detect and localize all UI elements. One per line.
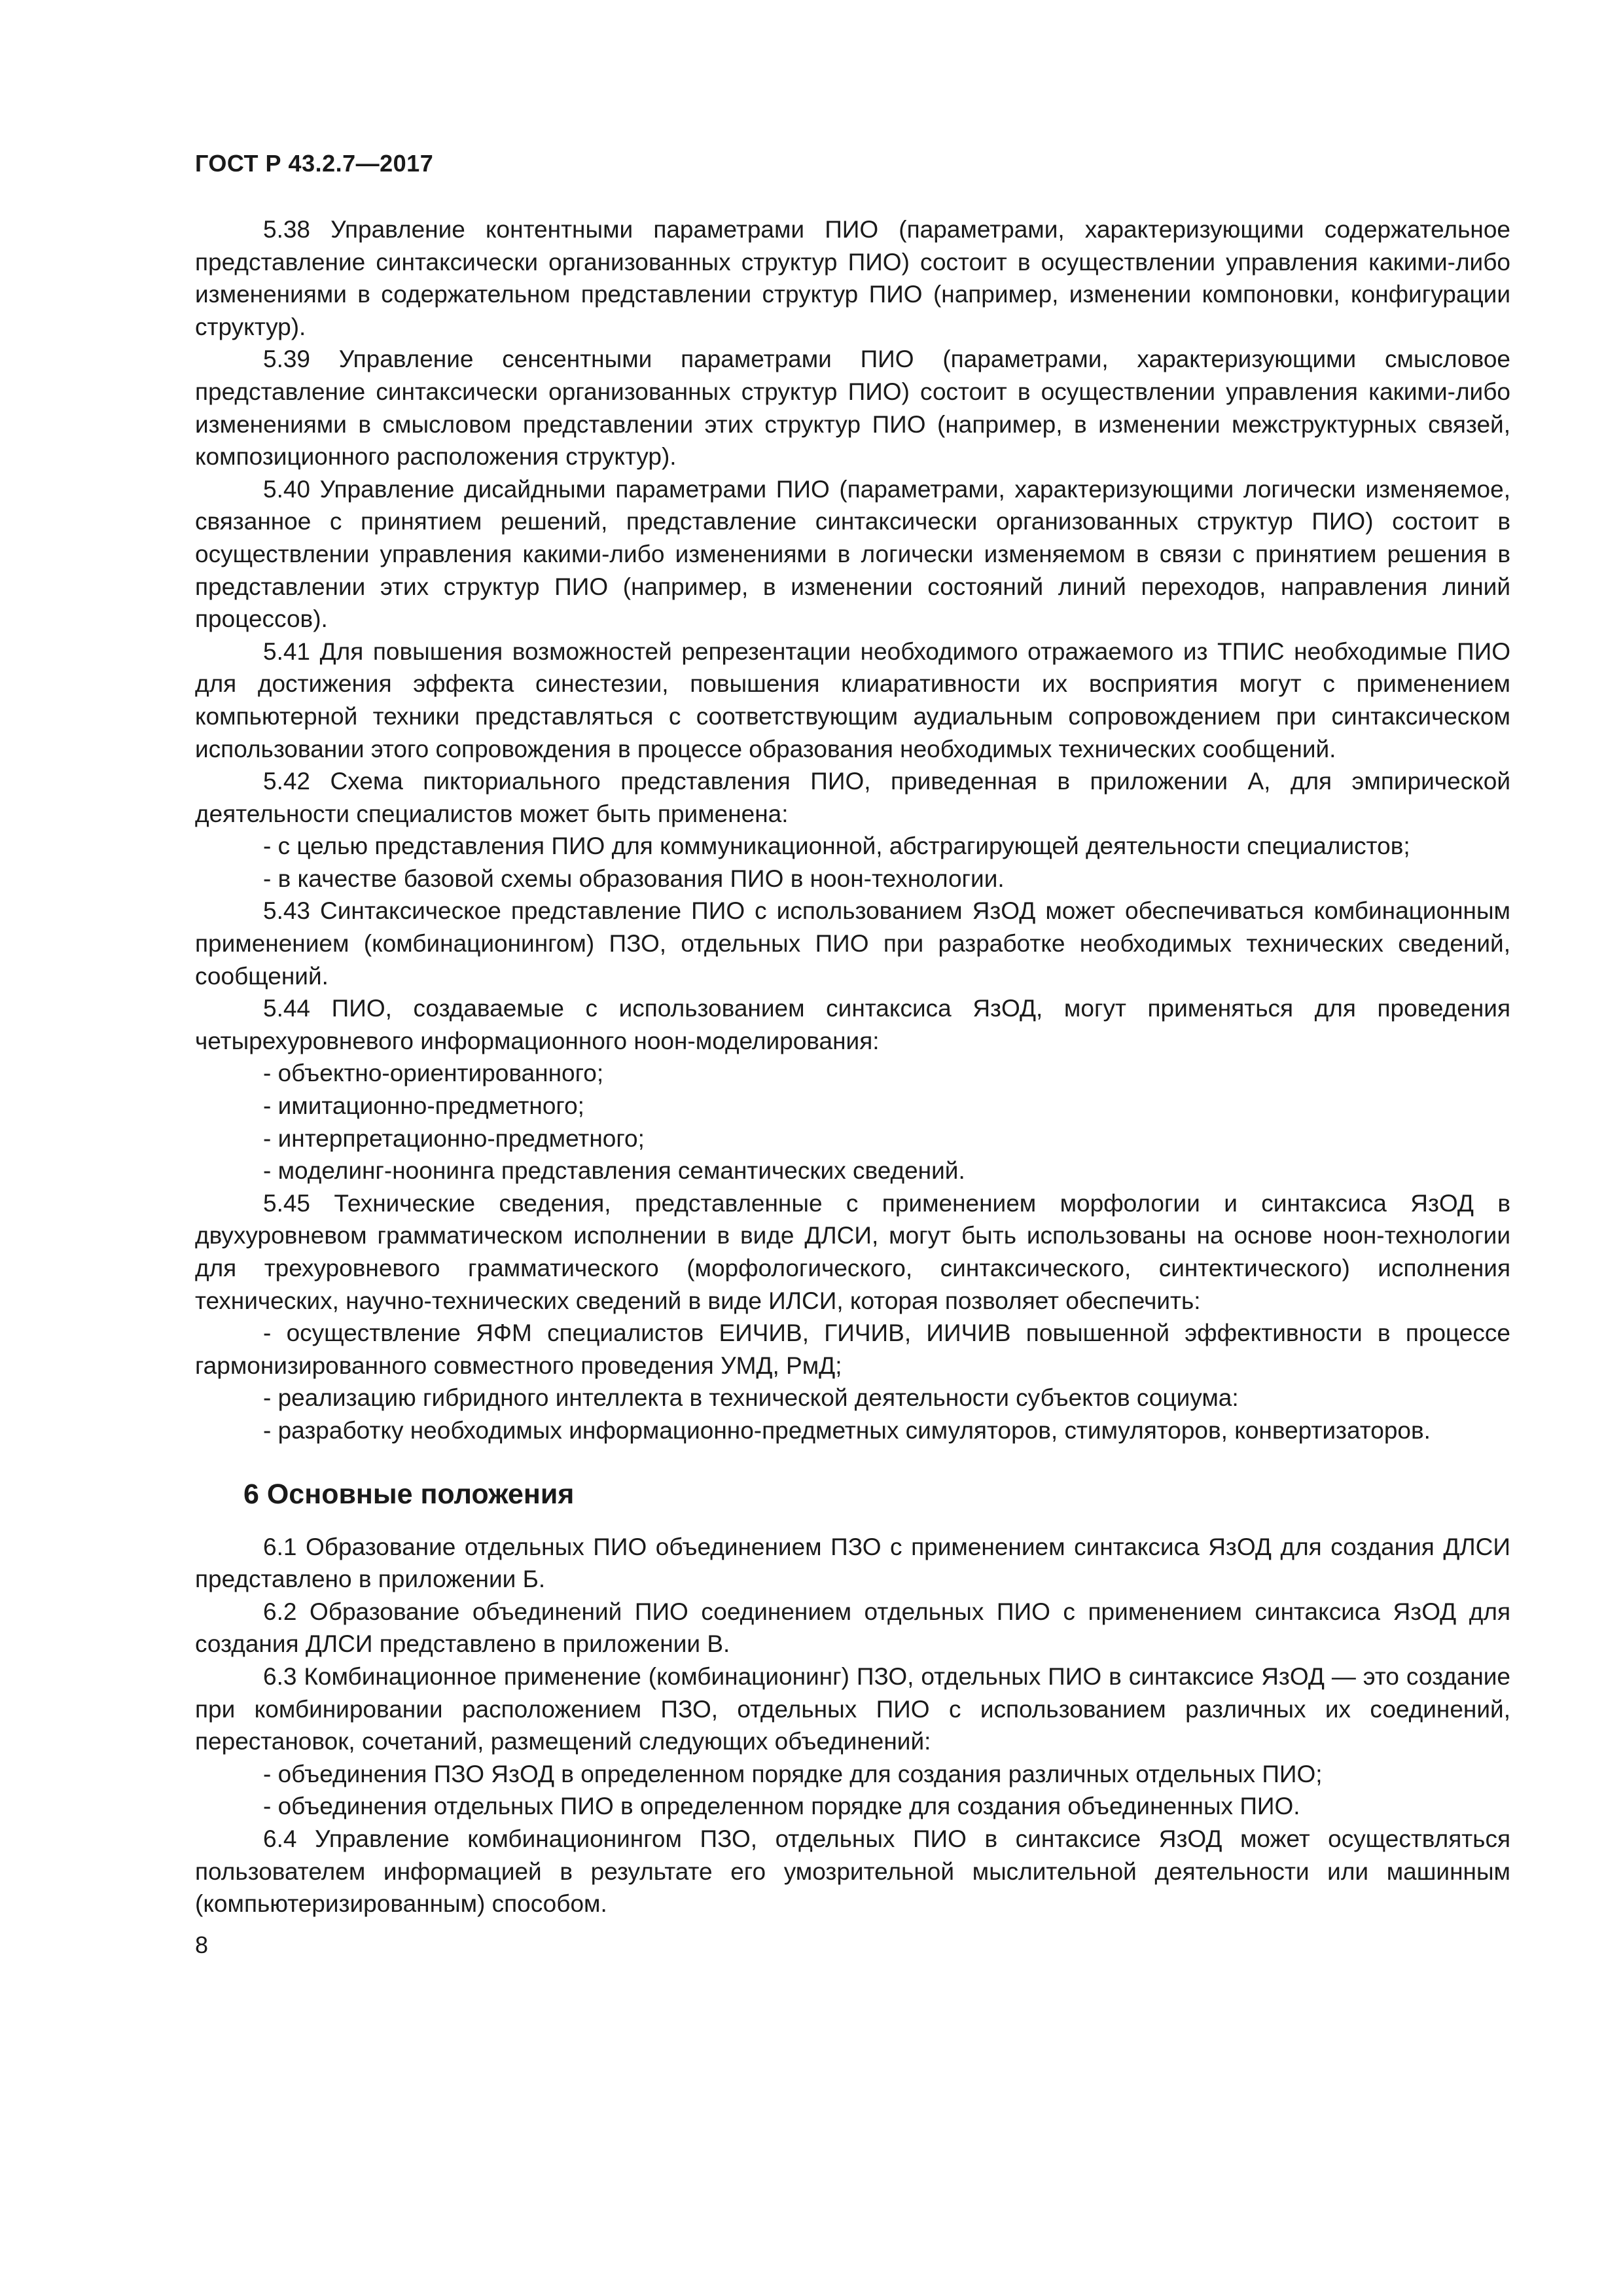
paragraph: 5.38 Управление контентными параметрами ПИО (параметрами, характеризующими содержательное представление синтаксически организованных структур ПИО) состоит в осуществлении управления какими-либо изменениями в содержательном представлении структур ПИО (например, изменении компоновки, конфигурации структур). [195, 216, 1510, 340]
list-item: - в качестве базовой схемы образования ПИО в ноон-технологии. [263, 865, 1005, 892]
paragraph: 5.44 ПИО, создаваемые с использованием синтаксиса ЯзОД, могут применяться для проведения четырехуровневого информационного ноон-моделирования: [195, 995, 1510, 1054]
paragraph: 5.45 Технические сведения, представленные с применением морфологии и синтаксиса ЯзОД в двухуровневом грамматическом исполнении в виде ДЛСИ, могут быть использованы на основе ноон-технологии для трехуровневого грамматического (морфологического, синтаксического, синтектического) исполнения технических, научно-технических сведений в виде ИЛСИ, которая позволяет обеспечить: [195, 1189, 1510, 1314]
list-item: - имитационно-предметного; [263, 1092, 584, 1120]
list-item: - объединения ПЗО ЯзОД в определенном порядке для создания различных отдельных ПИО; [263, 1760, 1323, 1787]
paragraph: 6.3 Комбинационное применение (комбинационинг) ПЗО, отдельных ПИО в синтаксисе ЯзОД — это создание при комбинировании расположением ПЗО, отдельных ПИО с использованием различных их соединений, перестановок, сочетаний, размещений следующих объединений: [195, 1662, 1510, 1755]
document-page [195, 151, 1510, 1958]
list-item: - объединения отдельных ПИО в определенном порядке для создания объединенных ПИО. [263, 1793, 1300, 1820]
list-item: - реализацию гибридного интеллекта в технической деятельности субъектов социума: [263, 1384, 1239, 1412]
document-header: ГОСТ Р 43.2.7—2017 [195, 150, 434, 177]
clause-5-continuation [195, 213, 1510, 1447]
paragraph: 5.41 Для повышения возможностей репрезентации необходимого отражаемого из ТПИС необходимые ПИО для достижения эффекта синестезии, повышения клиаративности их восприятия могут с применением компьютерной техники представляться с соответствующим аудиальным сопровождением при синтаксическом использовании этого сопровождения в процессе образования необходимых технических сообщений. [195, 637, 1510, 762]
paragraph: 5.40 Управление дисайдными параметрами ПИО (параметрами, характеризующими логически изменяемое, связанное с принятием решений, представление синтаксически организованных структур ПИО) состоит в осуществлении управления какими-либо изменениями в логически изменяемом в связи с принятием решения в представлении этих структур ПИО (например, в изменении состояний линий переходов, направления линий процессов). [195, 475, 1510, 633]
list-item: - интерпретационно-предметного; [263, 1124, 645, 1152]
paragraph: 6.1 Образование отдельных ПИО объединением ПЗО с применением синтаксиса ЯзОД для создания ДЛСИ представлено в приложении Б. [195, 1533, 1510, 1593]
paragraph: 6.4 Управление комбинационингом ПЗО, отдельных ПИО в синтаксисе ЯзОД может осуществляться пользователем информацией в результате его умозрительной мыслительной деятельности или машинным (компьютеризированным) способом. [195, 1825, 1510, 1918]
page-number: 8 [195, 1931, 209, 1958]
section-heading: 6 Основные положения [243, 1478, 575, 1510]
paragraph: 6.2 Образование объединений ПИО соединением отдельных ПИО с применением синтаксиса ЯзОД для создания ДЛСИ представлено в приложении В. [195, 1598, 1510, 1658]
section-6-body [195, 1531, 1510, 1920]
list-item: - с целью представления ПИО для коммуникационной, абстрагирующей деятельности специалистов; [263, 833, 1410, 860]
list-item: - объектно-ориентированного; [263, 1060, 604, 1087]
paragraph: 5.39 Управление сенсентными параметрами ПИО (параметрами, характеризующими смысловое представление синтаксически организованных структур ПИО) состоит в осуществлении управления какими-либо изменениями в смысловом представлении этих структур ПИО (например, в изменении межструктурных связей, композиционного расположения структур). [195, 346, 1510, 471]
list-item: - разработку необходимых информационно-предметных симуляторов, стимуляторов, конвертизаторов. [263, 1416, 1431, 1444]
list-item: - осуществление ЯФМ специалистов ЕИЧИВ, ГИЧИВ, ИИЧИВ повышенной эффективности в процессе гармонизированного совместного проведения УМД, РмД; [195, 1319, 1510, 1379]
paragraph: 5.43 Синтаксическое представление ПИО с использованием ЯзОД может обеспечиваться комбинационным применением (комбинационингом) ПЗО, отдельных ПИО при разработке необходимых технических сведений, сообщений. [195, 897, 1510, 990]
paragraph: 5.42 Схема пикториального представления ПИО, приведенная в приложении А, для эмпирической деятельности специалистов может быть применена: [195, 768, 1510, 827]
list-item: - моделинг-ноонинга представления семантических сведений. [263, 1157, 965, 1185]
